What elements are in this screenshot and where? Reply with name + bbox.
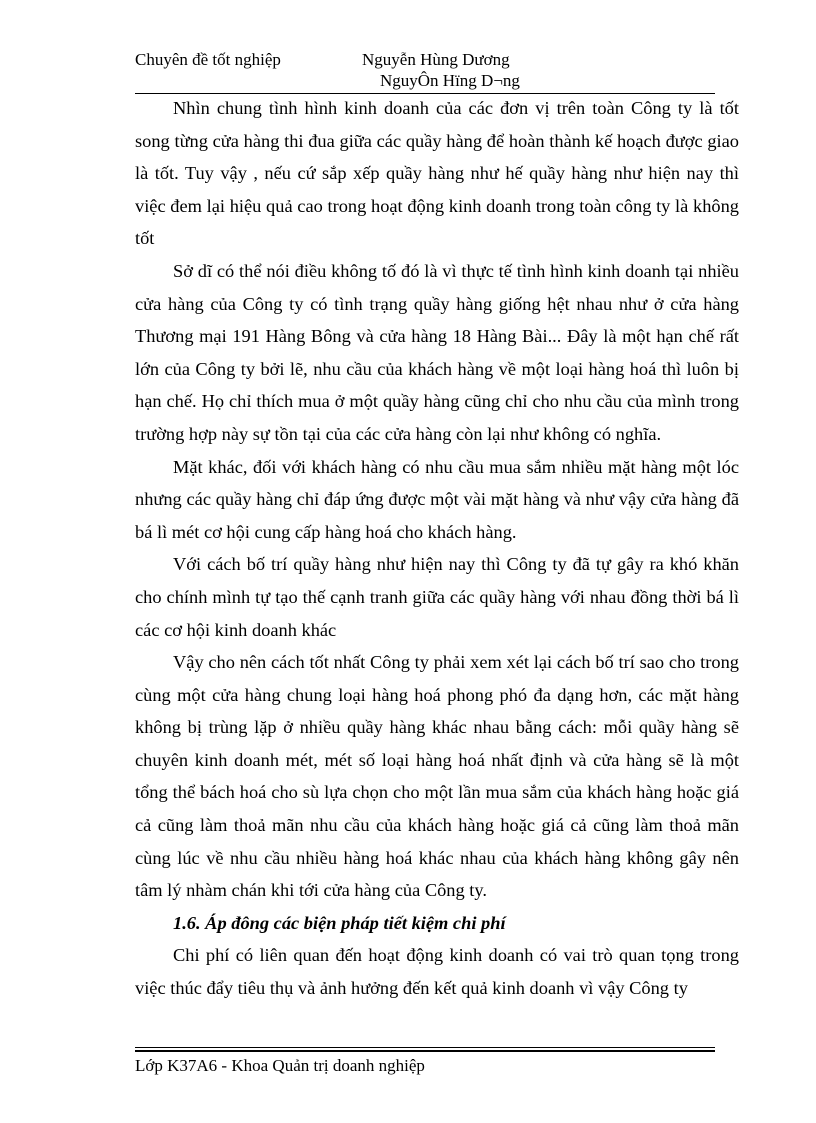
paragraph-4: Với cách bố trí quầy hàng như hiện nay thì Công ty đã tự gây ra khó khăn cho chính mình tự tạo thế cạnh tranh giữa các quầy hàng với nhau đồng thời bá lì các cơ hội kinh doanh khác — [135, 554, 739, 640]
header-author: Nguyễn Hùng Dương — [362, 50, 510, 69]
paragraph-3: Mặt khác, đối với khách hàng có nhu cầu mua sắm nhiều mặt hàng một lóc nhưng các quầy hàng chỉ đáp ứng được một vài mặt hàng và như vậy cửa hàng đã bá lì mét cơ hội cung cấp hàng hoá cho khách hàng. — [135, 456, 739, 542]
footer-divider-thick — [135, 1050, 715, 1052]
footer-text: Lớp K37A6 - Khoa Quản trị doanh nghiệp — [135, 1056, 425, 1075]
footer-divider-thin — [135, 1047, 715, 1048]
section-heading: 1.6. Áp đông các biện pháp tiết kiệm chi phí — [173, 912, 506, 933]
paragraph-6: Chi phí có liên quan đến hoạt động kinh doanh có vai trò quan tọng trong việc thúc đẩy tiêu thụ và ảnh hưởng đến kết quả kinh doanh vì vậy Công ty — [135, 945, 739, 999]
paragraph-5: Vậy cho nên cách tốt nhất Công ty phải xem xét lại cách bố trí sao cho trong cùng một cửa hàng chung loại hàng hoá phong phó đa dạng hơn, các mặt hàng không bị trùng lặp ở nhiều quầy hàng khác nhau bằng cách: mỗi quầy hàng sẽ chuyên kinh doanh mét, mét số loại hàng hoá nhất định và cửa hàng sẽ là một tổng thể bách hoá cho sù lựa chọn cho một lần mua sắm của khách hàng hoặc giá cả cũng làm thoả mãn nhu cầu của khách hàng hoặc giá cả cũng làm thoả mãn cùng lúc về nhu cầu nhiều hàng hoá khác nhau của khách hàng không gây nên tâm lý nhàm chán khi tới cửa hàng của Công ty. — [135, 652, 739, 901]
paragraph-2: Sở dĩ có thể nói điều không tố đó là vì thực tế tình hình kinh doanh tại nhiều cửa hàng của Công ty có tình trạng quầy hàng giống hệt nhau như ở cửa hàng Thương mại 191 Hàng Bông và cửa hàng 18 Hàng Bài... Đây là một hạn chế rất lớn của Công ty bởi lẽ, nhu cầu của khách hàng về một loại hàng hoá thì luôn bị hạn chế. Họ chỉ thích mua ở một quầy hàng cũng chỉ cho nhu cầu của mình trong trường hợp này sự tồn tại của các cửa hàng còn lại như không có nghĩa. — [135, 260, 739, 444]
header-author-legacy: NguyÔn Hïng D¬ng — [380, 71, 520, 90]
document-body — [135, 92, 739, 1005]
header-title: Chuyên đề tốt nghiệp — [135, 50, 281, 69]
paragraph-1: Nhìn chung tình hình kinh doanh của các đơn vị trên toàn Công ty là tốt song từng cửa hàng thi đua giữa các quầy hàng để hoàn thành kế hoạch được giao là tốt. Tuy vậy , nếu cứ sắp xếp quầy hàng như hế quầy hàng như hiện nay thì việc đem lại hiệu quả cao trong hoạt động kinh doanh trong toàn công ty là không tốt — [135, 98, 739, 249]
